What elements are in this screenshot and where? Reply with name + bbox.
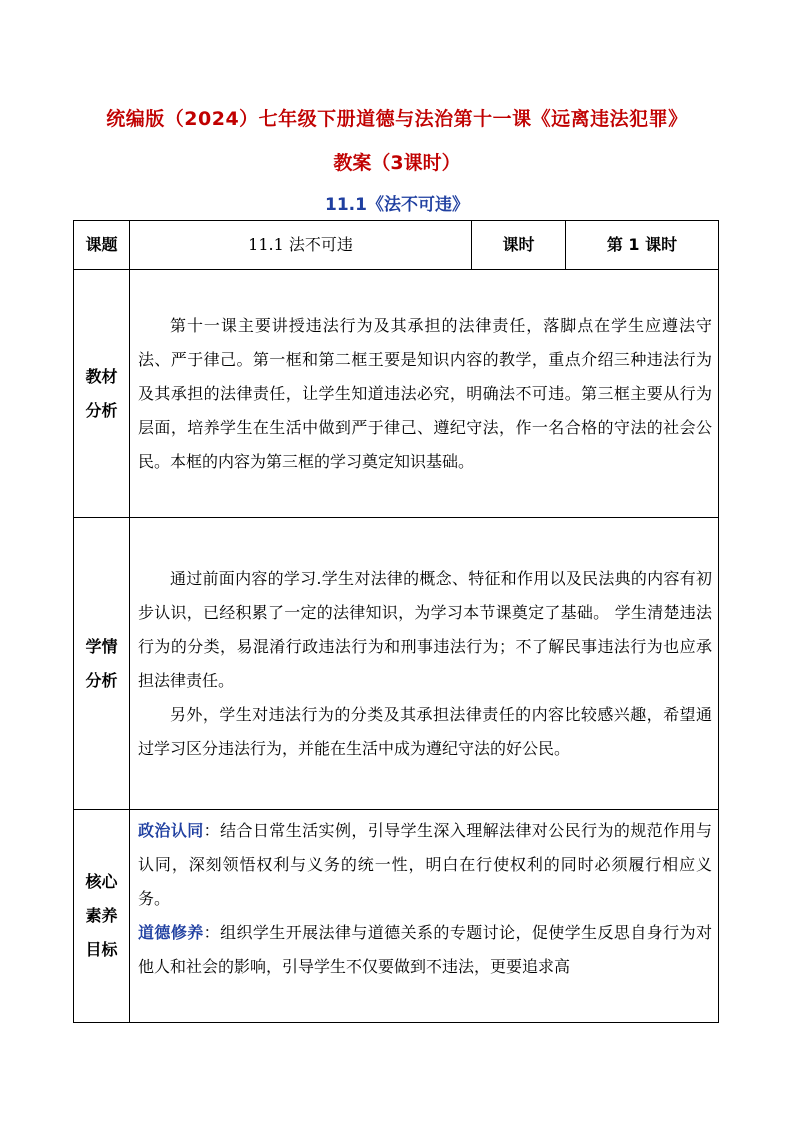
- material-label-line2: 分析: [85, 400, 118, 420]
- student-analysis-para1: 通过前面内容的学习.学生对法律的概念、特征和作用以及民法典的内容有初步认识，已经积累了一定的法律知识，为学习本节课奠定了基础。 学生清楚违法行为的分类，易混淆行政违法行为和刑事违法行为；不了解民事违法行为也应承担法律责任。: [138, 568, 712, 690]
- goals-label-line3: 目标: [85, 940, 118, 959]
- material-analysis-text: 第十一课主要讲授违法行为及其承担的法律责任，落脚点在学生应遵法守法、严于律己。第一框和第二框王要是知识内容的教学，重点介绍三种违法行为及其承担的法律责任，让学生知道违法必究，明确法不可违。第三框主要从行为层面，培养学生在生活中做到严于律己、遵纪守法，作一名合格的守法的社会公民。本框的内容为第三框的学习奠定知识基础。: [138, 315, 712, 471]
- period-value: 第 1 课时: [566, 221, 719, 270]
- core-goals-label: [74, 810, 130, 1023]
- goal-political-identity: [138, 814, 712, 916]
- material-label-line1: 教材: [85, 366, 118, 386]
- student-analysis-para2: 另外，学生对违法行为的分类及其承担法律责任的内容比较感兴趣，希望通过学习区分违法行为，并能在生活中成为遵纪守法的好公民。: [138, 704, 712, 758]
- student-analysis-label: [74, 518, 130, 810]
- core-goals-content: [130, 810, 719, 1023]
- student-analysis-content: [130, 518, 719, 810]
- core-goals-row: [74, 810, 719, 1023]
- document-title: 统编版（2024）七年级下册道德与法治第十一课《远离违法犯罪》: [106, 108, 688, 130]
- student-label-line2: 分析: [85, 670, 118, 690]
- section-subtitle: 11.1《法不可违》: [325, 195, 469, 215]
- goal-moral-cultivation-text: ：组织学生开展法律与道德关系的专题讨论，促使学生反思自身行为对他人和社会的影响，引导学生不仅要做到不违法，更要追求高: [138, 923, 712, 976]
- period-label: 课时: [472, 221, 566, 270]
- lesson-plan-table: [73, 220, 719, 1023]
- document-title-line2: 教案（3课时）: [333, 152, 461, 174]
- topic-row: [74, 221, 719, 270]
- goals-label-line2: 素养: [85, 906, 118, 925]
- goals-label-line1: 核心: [85, 872, 118, 891]
- material-analysis-label: [74, 270, 130, 518]
- student-label-line1: 学情: [85, 636, 118, 656]
- topic-label: 课题: [74, 221, 130, 270]
- student-analysis-row: [74, 518, 719, 810]
- goal-moral-cultivation-title: 道德修养: [138, 923, 204, 942]
- goal-moral-cultivation: [138, 916, 712, 984]
- topic-value: 11.1 法不可违: [130, 221, 472, 270]
- goal-political-identity-text: ：结合日常生活实例，引导学生深入理解法律对公民行为的规范作用与认同，深刻领悟权利与义务的统一性，明白在行使权利的同时必须履行相应义务。: [138, 821, 712, 908]
- material-analysis-content: [130, 270, 719, 518]
- material-analysis-row: [74, 270, 719, 518]
- goal-political-identity-title: 政治认同: [138, 821, 204, 840]
